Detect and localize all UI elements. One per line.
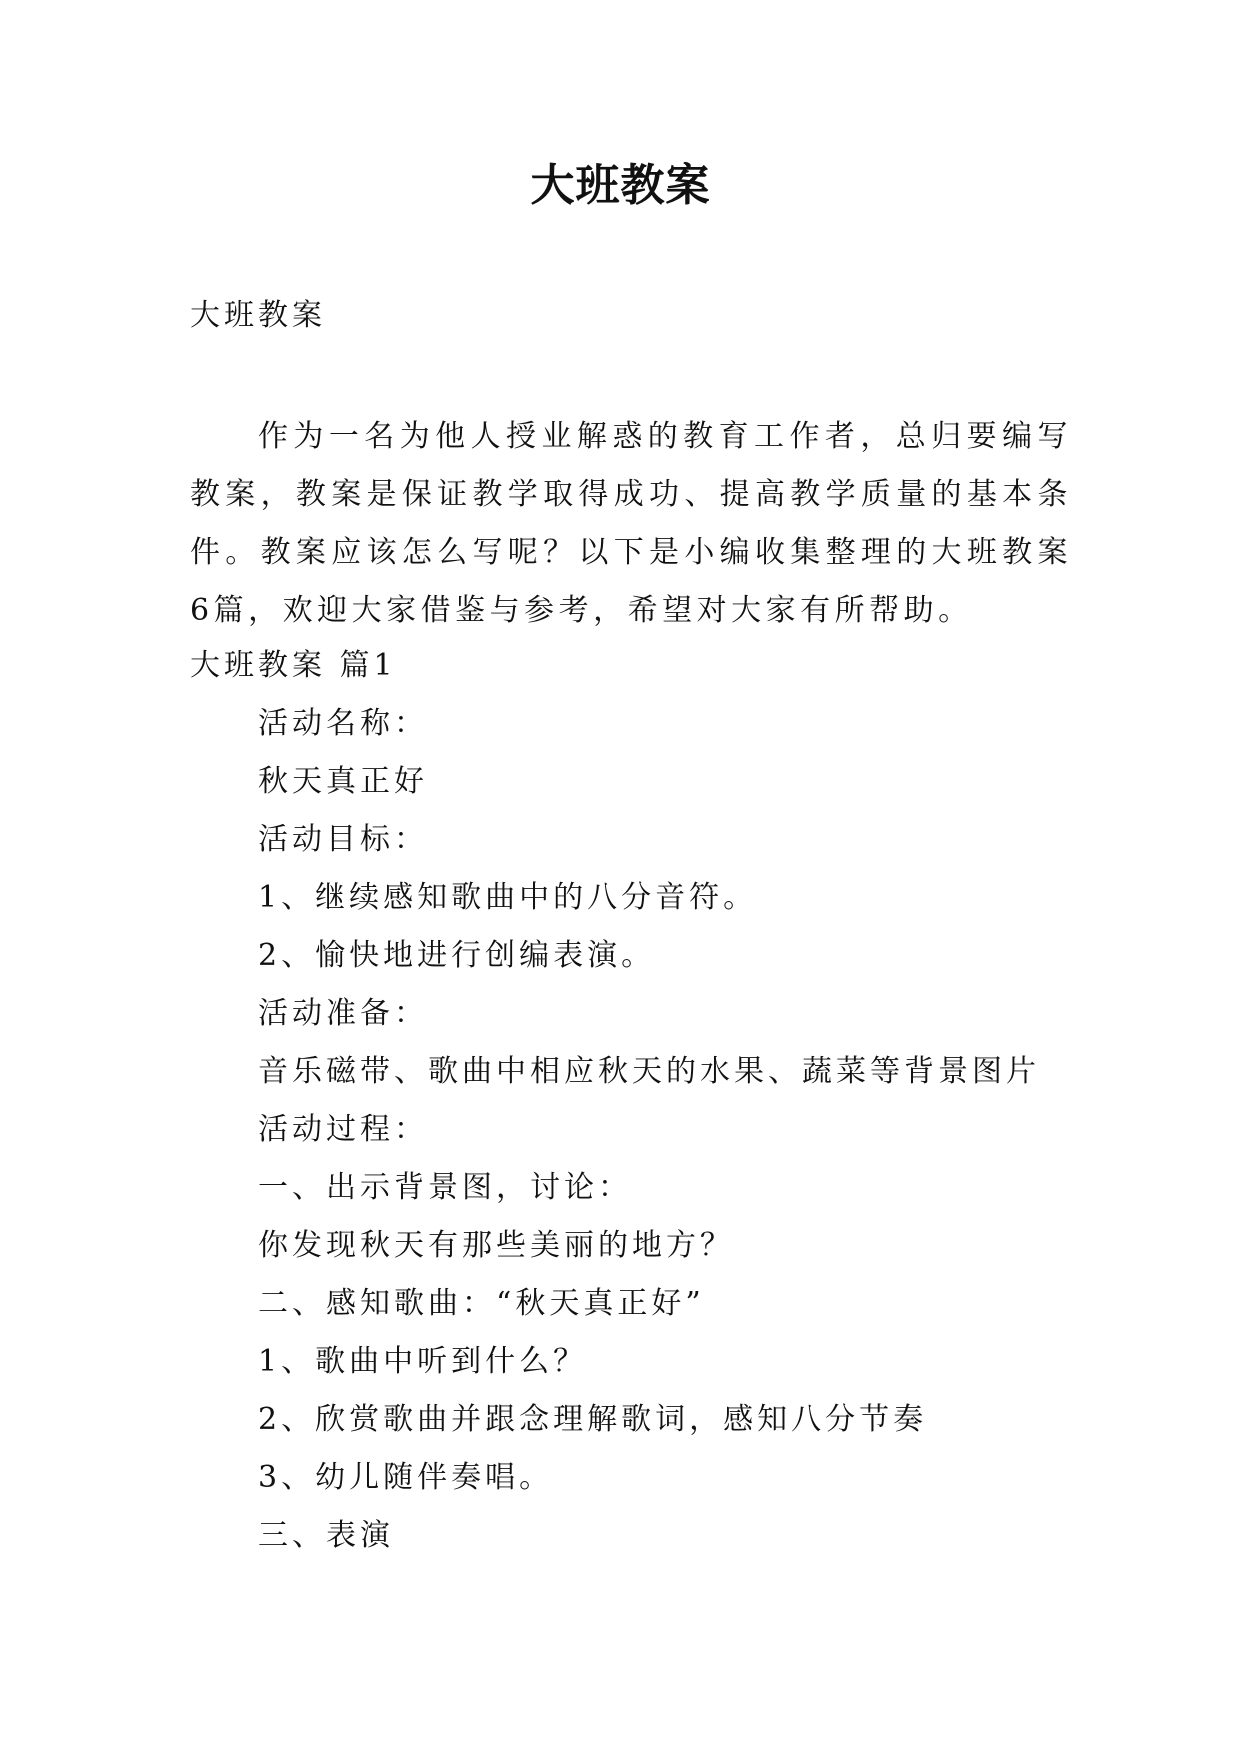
body-line: 2、欣赏歌曲并跟念理解歌词，感知八分节奏	[258, 1402, 928, 1437]
intro-paragraph: 作为一名为他人授业解惑的教育工作者，总归要编写教案，教案是保证教学取得成功、提高教学质量的基本条件。教案应该怎么写呢？以下是小编收集整理的大班教案6篇，欢迎大家借鉴与参考，希望对大家有所帮助。	[190, 419, 1072, 628]
body-line: 活动准备：	[258, 996, 428, 1031]
body-line: 音乐磁带、歌曲中相应秋天的水果、蔬菜等背景图片	[258, 1054, 1040, 1089]
section-heading: 大班教案 篇1	[190, 648, 397, 683]
body-line: 2、愉快地进行创编表演。	[258, 938, 656, 973]
document-title: 大班教案	[530, 160, 711, 211]
body-line: 活动过程：	[258, 1112, 428, 1147]
body-line: 活动名称：	[258, 706, 428, 741]
body-line: 3、幼儿随伴奏唱。	[258, 1460, 554, 1495]
body-line: 秋天真正好	[258, 764, 428, 799]
body-line: 三、表演	[258, 1518, 394, 1553]
body-line: 一、出示背景图，讨论：	[258, 1170, 632, 1205]
body-line: 你发现秋天有那些美丽的地方？	[258, 1228, 734, 1263]
body-line: 二、感知歌曲：“秋天真正好”	[258, 1286, 705, 1321]
document-subtitle: 大班教案	[190, 298, 326, 333]
body-line: 活动目标：	[258, 822, 428, 857]
body-line: 1、歌曲中听到什么？	[258, 1344, 588, 1379]
body-line: 1、继续感知歌曲中的八分音符。	[258, 880, 758, 915]
